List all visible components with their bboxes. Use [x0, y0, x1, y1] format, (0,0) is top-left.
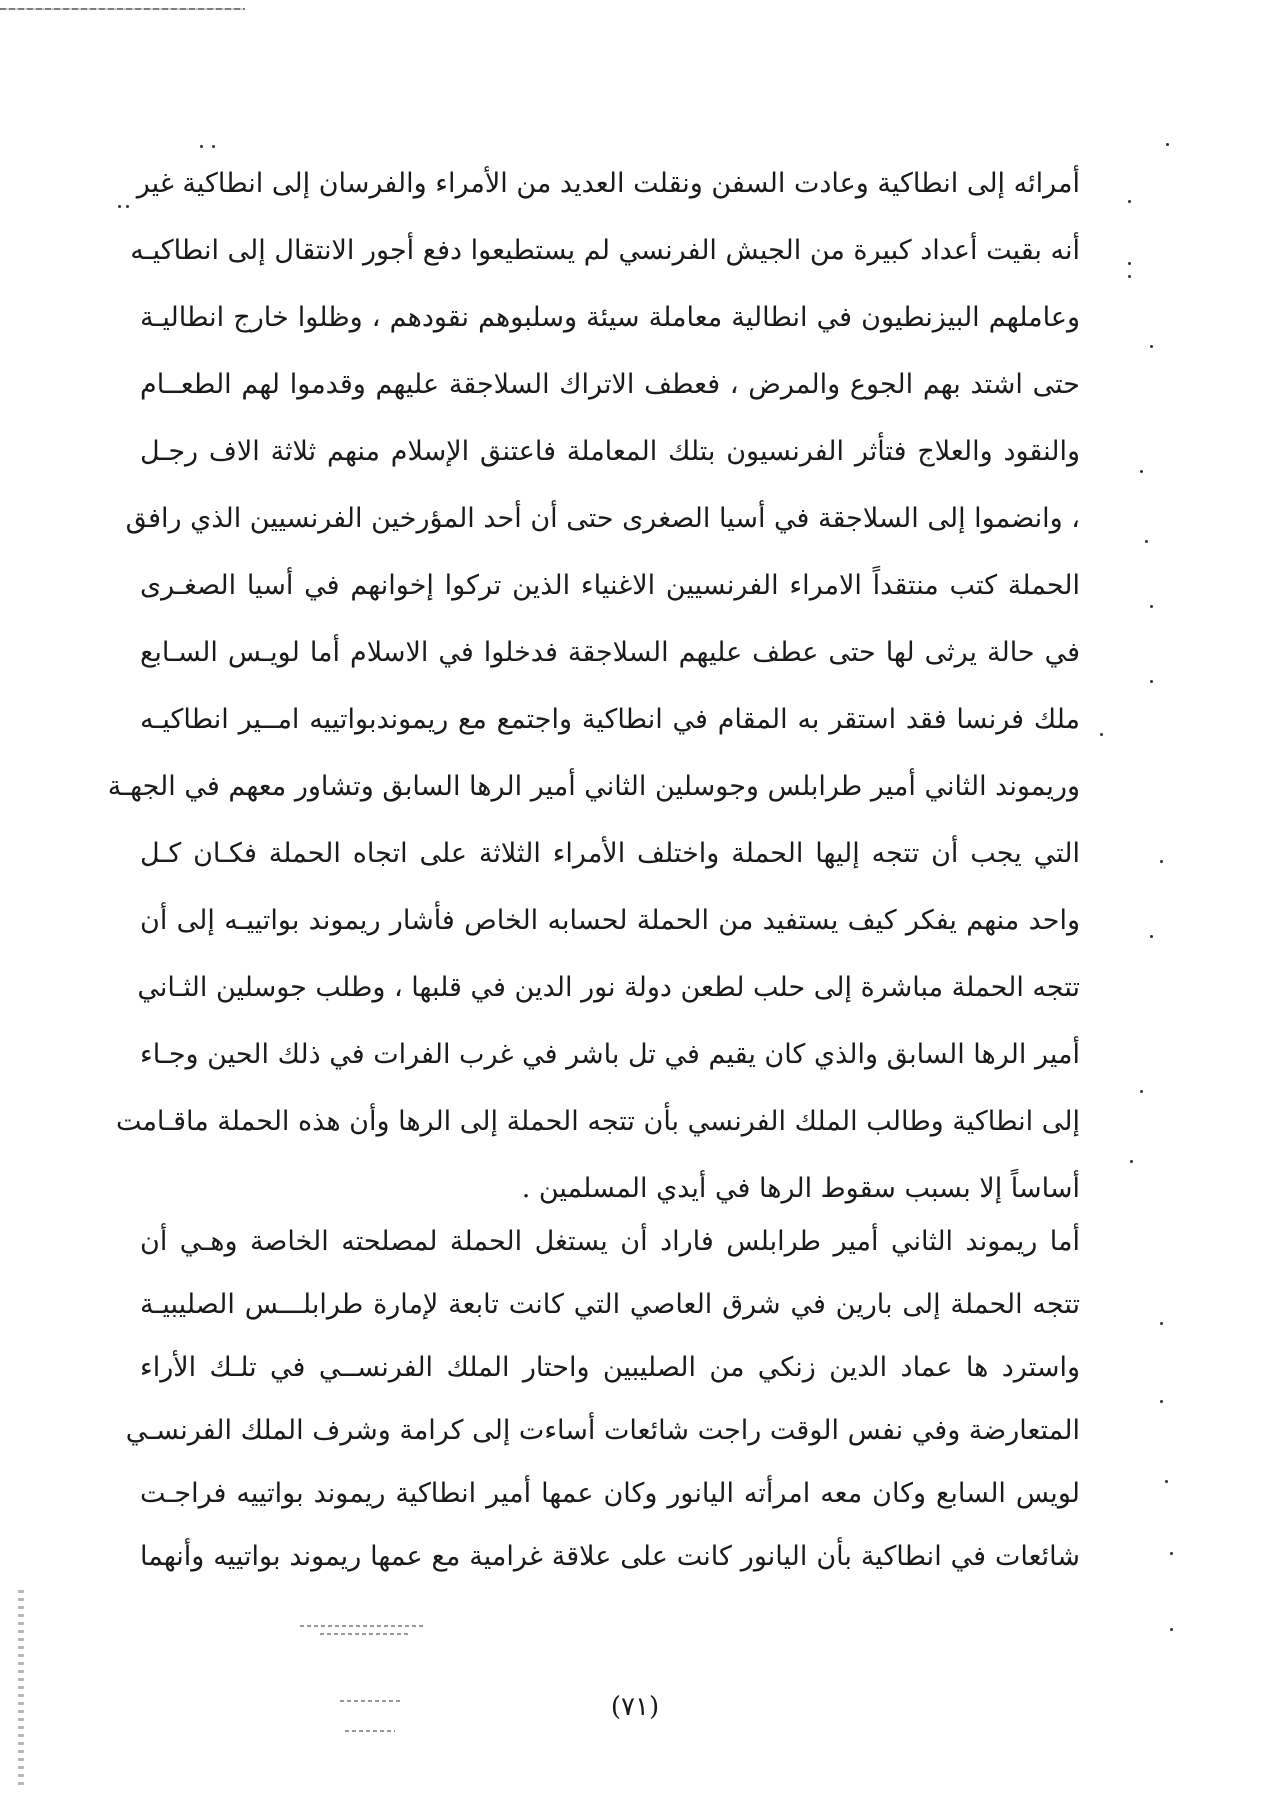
- text-line: تتجه الحملة مباشرة إلى حلب لطعن دولة نور الدين في قلبها ، وطلب جوسلين الثـاني: [137, 972, 1080, 1003]
- scan-dot: [1140, 470, 1143, 473]
- text-line: أمرائه إلى انطاكية وعادت السفن ونقلت العديد من الأمراء والفرسان إلى انطاكية غير: [136, 168, 1080, 199]
- text-line: ، وانضموا إلى السلاجقة في أسيا الصغرى حتى أن أحد المؤرخين الفرنسيين الذي رافق: [125, 503, 1080, 534]
- text-line: وريموند الثاني أمير طرابلس وجوسلين الثاني أمير الرها السابق وتشاور معهم في الجهـة: [107, 771, 1080, 802]
- text-line: شائعات في انطاكية بأن اليانور كانت على علاقة غرامية مع عمها ريموند بواتييه وأنهما: [140, 1541, 1080, 1572]
- scan-dot: [1170, 1628, 1173, 1631]
- scan-dot: [1150, 605, 1153, 608]
- text-line: في حالة يرثى لها حتى عطف عليهم السلاجقة فدخلوا في الاسلام أما لويـس السـابع: [140, 637, 1080, 668]
- scan-dot: [1128, 262, 1131, 265]
- text-line: التي يجب أن تتجه إليها الحملة واختلف الأمراء الثلاثة على اتجاه الحملة فكـان كـل: [140, 838, 1080, 869]
- scan-dot: [1170, 1552, 1173, 1555]
- scan-edge-artifact: [18, 1590, 24, 1790]
- text-line: أنه بقيت أعداد كبيرة من الجيش الفرنسي لم يستطيعوا دفع أجور الانتقال إلى انطاكيـه: [130, 235, 1080, 266]
- scan-dot: [1130, 1160, 1133, 1163]
- text-line: الحملة كتب منتقداً الامراء الفرنسيين الاغنياء الذين تركوا إخوانهم في أسيا الصغـرى: [140, 570, 1081, 601]
- text-line: المتعارضة وفي نفس الوقت راجت شائعات أساءت إلى كرامة وشرف الملك الفرنسـي: [125, 1415, 1080, 1446]
- scan-artifact-top: [0, 8, 245, 10]
- scan-dot: [1160, 860, 1163, 863]
- text-line: أساساً إلا بسبب سقوط الرها في أيدي المسلمين .: [521, 1173, 1080, 1204]
- scan-dot: [1150, 935, 1153, 938]
- scan-dot: [1100, 733, 1103, 736]
- text-line: والنقود والعلاج فتأثر الفرنسيون بتلك المعاملة فاعتنق الإسلام منهم ثلاثة الاف رجـل: [140, 436, 1080, 467]
- text-line: أما ريموند الثاني أمير طرابلس فاراد أن يستغل الحملة لمصلحته الخاصة وهـي أن: [140, 1226, 1080, 1257]
- scan-smudge: [320, 1633, 410, 1635]
- text-line: لويس السابع وكان معه امرأته اليانور وكان عمها أمير انطاكية ريموند بواتييه فراجـت: [140, 1478, 1080, 1509]
- text-line: أمير الرها السابق والذي كان يقيم في تل باشر في غرب الفرات في ذلك الحين وجـاء: [140, 1039, 1080, 1070]
- scan-dot: [212, 145, 215, 148]
- scan-dot: [126, 205, 129, 208]
- text-line: واسترد ها عماد الدين زنكي من الصليبين واحتار الملك الفرنســي في تلـك الأراء: [140, 1352, 1080, 1383]
- text-line: إلى انطاكية وطالب الملك الفرنسي بأن تتجه الحملة إلى الرها وأن هذه الحملة ماقـامت: [115, 1106, 1080, 1137]
- text-line: وعاملهم البيزنطيون في انطالية معاملة سيئة وسلبوهم نقودهم ، وظلوا خارج انطاليـة: [140, 302, 1080, 333]
- paragraph-1: [107, 150, 1081, 1222]
- text-line: تتجه الحملة إلى بارين في شرق العاصي التي كانت تابعة لإمارة طرابلـــس الصليبيـة: [140, 1289, 1080, 1320]
- scan-dot: [200, 145, 203, 148]
- paragraph-2: [125, 1210, 1080, 1588]
- scan-dot: [1166, 143, 1169, 146]
- scan-dot: [1128, 275, 1131, 278]
- scan-smudge: [300, 1625, 425, 1627]
- scan-dot: [1160, 1400, 1163, 1403]
- scan-dot: [1145, 540, 1148, 543]
- scan-dot: [1160, 1322, 1163, 1325]
- scan-dot: [1150, 345, 1153, 348]
- scan-dot: [118, 205, 121, 208]
- text-line: واحد منهم يفكر كيف يستفيد من الحملة لحسابه الخاص فأشار ريموند بواتييـه إلى أن: [140, 905, 1080, 936]
- scan-dot: [1128, 200, 1131, 203]
- scan-dot: [1150, 680, 1153, 683]
- text-line: ملك فرنسا فقد استقر به المقام في انطاكية واجتمع مع ريموندبواتييه امــير انطاكيـه: [140, 704, 1080, 735]
- text-line: حتى اشتد بهم الجوع والمرض ، فعطف الاتراك السلاجقة عليهم وقدموا لهم الطعــام: [140, 369, 1080, 400]
- scan-dot: [1165, 1480, 1168, 1483]
- scan-smudge: [345, 1730, 395, 1732]
- page-number: (٧١): [610, 1692, 660, 1722]
- scan-smudge: [340, 1700, 400, 1702]
- scan-dot: [1140, 1090, 1143, 1093]
